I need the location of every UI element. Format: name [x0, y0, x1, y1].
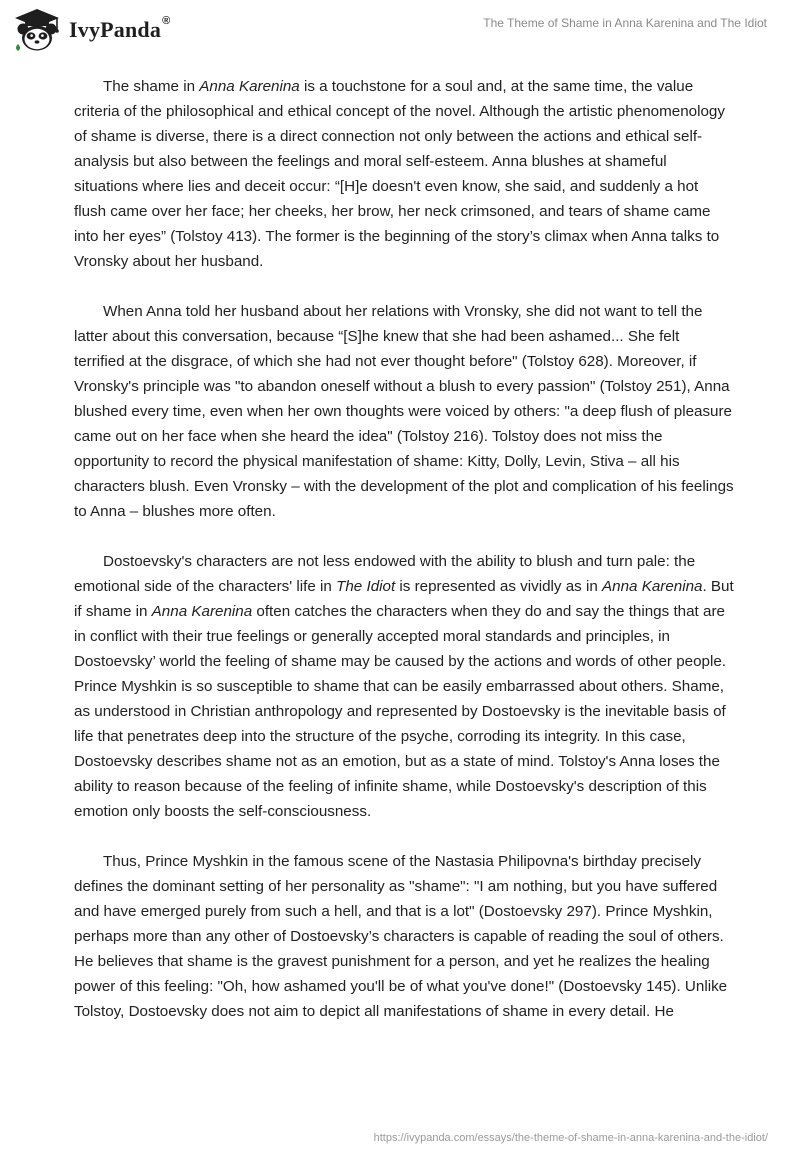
registered-mark: ®: [162, 15, 171, 27]
essay-paragraph: [74, 849, 734, 1024]
ivypanda-logo-link[interactable]: [12, 8, 170, 52]
document-title: The Theme of Shame in Anna Karenina and The Idiot: [483, 16, 767, 30]
text-run: . But if shame in: [74, 578, 734, 620]
text-run: often catches the characters when they do and say the things that are in conflict with their true feelings or generally accepted moral standards and principles, in Dostoevsky’ world the feeling of shame may be caused by the actions and words of other people. Prince Myshkin is so susceptible to shame that can be easily embarrassed about others. Shame, as understood in Christian anthropology and represented by Dostoevsky is the inevitable basis of life that penetrates deep into the structure of the psyche, corroding its integrity. In this case, Dostoevsky describes shame not as an emotion, but as a state of mind. Tolstoy's Anna loses the ability to reason because of the feeling of infinite shame, while Dostoevsky's description of this emotion only boosts the self-consciousness.: [74, 603, 727, 820]
essay-paragraph: [74, 299, 734, 524]
brand-name: IvyPanda®: [69, 15, 171, 42]
page-header: [0, 0, 800, 62]
essay-paragraph: [74, 549, 734, 824]
text-run: Dostoevsky's characters are not less endowed with the ability to blush and turn pale: the emotional side of the characters' life in: [74, 553, 696, 595]
italic-title: Anna Karenina: [151, 603, 253, 620]
italic-title: Anna Karenina: [602, 578, 703, 595]
panda-graduation-cap-icon: [12, 8, 62, 52]
text-run: When Anna told her husband about her relations with Vronsky, she did not want to tell the latter about this conversation, because “[S]he knew that she had been ashamed... She felt terrified at the disgrace, of which she had not ever thought before" (Tolstoy 628). Moreover, if Vronsky's principle was "to abandon oneself without a blush to every passion" (Tolstoy 251), Anna blushed every time, even when her own thoughts were voiced by others: "a deep flush of pleasure came out on her face when she heard the idea" (Tolstoy 216). Tolstoy does not miss the opportunity to record the physical manifestation of shame: Kitty, Dolly, Levin, Stiva – all his characters blush. Even Vronsky – with the development of the plot and complication of his feelings to Anna – blushes more often.: [74, 303, 734, 520]
essay-paragraph: [74, 74, 734, 274]
source-url[interactable]: https://ivypanda.com/essays/the-theme-of-shame-in-anna-karenina-and-the-idiot/: [373, 1132, 768, 1144]
essay-body: [74, 74, 734, 1024]
text-run: The shame in: [103, 78, 200, 95]
italic-title: Anna Karenina: [199, 78, 300, 95]
text-run: Thus, Prince Myshkin in the famous scene of the Nastasia Philipovna's birthday precisely defines the dominant setting of her personality as "shame": "I am nothing, but you have suffered and have emerged purely from such a hell, and that is a lot" (Dostoevsky 297). Prince Myshkin, perhaps more than any other of Dostoevsky’s characters is capable of reading the soul of others. He believes that shame is the gravest punishment for a person, and yet he realizes the healing power of this feeling: "Oh, how ashamed you'll be of what you've done!" (Dostoevsky 145). Unlike Tolstoy, Dostoevsky does not aim to depict all manifestations of shame in every detail. He: [74, 853, 728, 1020]
text-run: is represented as vividly as in: [395, 578, 602, 595]
text-run: is a touchstone for a soul and, at the same time, the value criteria of the philosophical and ethical concept of the novel. Although the artistic phenomenology of shame is diverse, there is a direct connection not only between the actions and ethical self-analysis but also between the feelings and moral self-esteem. Anna blushes at shameful situations where lies and deceit occur: “[H]e doesn't even know, she said, and suddenly a hot flush came over her face; her cheeks, her brow, her neck crimsoned, and tears of shame came into her eyes” (Tolstoy 413). The former is the beginning of the story’s climax when Anna talks to Vronsky about her husband.: [74, 78, 725, 270]
italic-title: The Idiot: [336, 578, 396, 595]
